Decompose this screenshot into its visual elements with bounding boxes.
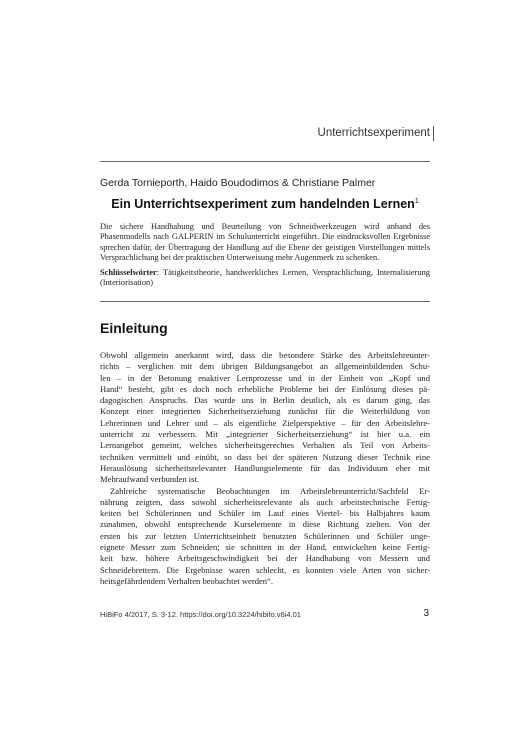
body-line: eignete Messer zum Schneiden; sie schnitten in der Hand, entwickelten keine Fertig-	[100, 542, 430, 553]
body-line: richts – verglichen mit dem übrigen Bildungsangebot an allgemeinbildenden Schu-	[100, 361, 430, 372]
running-header-section: Unterrichtsexperiment	[317, 127, 430, 139]
keywords-label: Schlüsselwörter	[100, 268, 157, 277]
page-number: 3	[423, 608, 429, 619]
body-line: Zahlreiche systematische Beobachtungen im Arbeitslehreunterricht/Sachfeld Er-	[110, 485, 430, 496]
section-body	[100, 350, 430, 587]
body-line: Lernangebot gemeint, welches sicherheitsgerechtes Verhalten als Teil von Arbeits-	[100, 440, 430, 451]
body-line: keiten bei Schülerinnen und Schüler im Lauf eines Viertel- bis Halbjahres kaum	[100, 508, 430, 519]
running-header-divider	[433, 126, 434, 141]
abstract-bottom-rule	[100, 301, 430, 302]
article-title	[100, 197, 430, 211]
article-authors: Gerda Tornieporth, Haido Boudodimos & Christiane Palmer	[100, 177, 376, 189]
keywords	[100, 268, 430, 289]
footer-citation[interactable]: HiBiFo 4/2017, S. 3-12. https://doi.org/10.3224/hibifo.v6i4.01	[100, 610, 301, 619]
body-line: Mehraufwand verbunden ist.	[100, 474, 200, 485]
body-line: dagogischen Anspruchs. Das wurde uns in Berlin deutlich, als es darum ging, das	[100, 395, 430, 406]
body-line: Lehrerinnen und Lehrer und – als eigentliche Zielperspektive – für den Arbeitslehre-	[100, 417, 430, 428]
body-line: nährung zeigten, dass sowohl sicherheitsrelevante als auch arbeitstechnische Fertig-	[100, 496, 430, 507]
body-line: Obwohl allgemein anerkannt wird, dass die besondere Stärke des Arbeitslehreunter-	[100, 350, 430, 360]
section-heading: Einleitung	[100, 320, 168, 336]
title-footnote-marker[interactable]: 1	[414, 197, 419, 205]
body-line: unterricht zu verbessern. Mit „integrierter Sicherheitserziehung“ ist hier u.a. ein	[100, 429, 430, 440]
body-line: heitsgefährdendem Verhalten beobachtet werden“.	[100, 575, 274, 586]
article-abstract: Die sichere Handhabung und Beurteilung von Schneidwerkzeugen wird anhand des Phasenmodells nach GALPERIN im Schulunterricht eingeführt. Die eindrucksvollen Ergebnisse sprechen dafür, der Übertragung der Handlung auf die Ebene der geistigen Vorstellungen mittels Versprachlichung bei der praktischen Unterweisung mehr Augenmerk zu schenken.	[100, 222, 430, 262]
body-line: keit bzw. höhere Arbeitsgeschwindigkeit bei der Handhabung von Messern und	[100, 553, 430, 564]
body-line: ersten bis zur letzten Unterrichtseinheit benutzten Schülerinnen und Schüler unge-	[100, 530, 430, 541]
body-line: len – in der Betonung enaktiver Lernprozesse und in der Einheit von „Kopf und	[100, 372, 430, 383]
body-line: Schneidebrettern. Die Ergebnisse waren schlecht, es konnten viele Arten von sicher-	[100, 564, 430, 575]
keywords-text: : Tätigkeitstheorie, handwerkliches Lernen, Versprachlichung, Internalisierung (Interiorisation)	[100, 268, 430, 288]
top-rule	[100, 161, 430, 162]
body-line: zunahmen, obwohl entsprechende Kurselemente in diese Richtung zielten. Von der	[100, 519, 430, 530]
body-line: techniken vermittelt und einübt, so dass bei der späteren Nutzung dieser Technik eine	[100, 451, 430, 462]
body-line: Hand“ besteht, gibt es doch noch erhebliche Probleme bei der Einlösung dieses pä-	[100, 383, 430, 394]
body-line: Herauslösung sicherheitsrelevanter Handlungselemente für das Individuum eher mit	[100, 462, 430, 473]
article-title-text: Ein Unterrichtsexperiment zum handelnden Lernen	[111, 197, 415, 211]
body-line: Konzept einer integrierten Sicherheitserziehung zunächst für die Weiterbildung von	[100, 406, 430, 417]
